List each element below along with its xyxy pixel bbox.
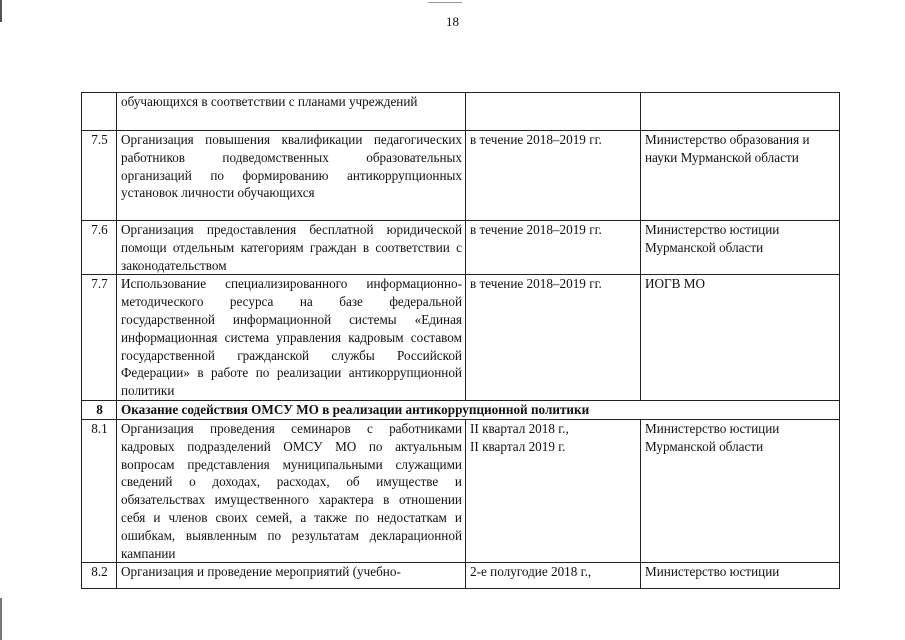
table-row bbox=[82, 275, 840, 401]
period-cell: 2-е полугодие 2018 г., bbox=[466, 563, 641, 589]
row-number bbox=[82, 93, 117, 131]
section-title: Оказание содействия ОМСУ МО в реализации антикоррупционной политики bbox=[117, 400, 840, 419]
period-cell: в течение 2018–2019 гг. bbox=[466, 221, 641, 275]
responsible-cell: Министерство юстиции Мурманской области bbox=[641, 221, 840, 275]
section-number: 8 bbox=[82, 400, 117, 419]
row-number: 7.6 bbox=[82, 221, 117, 275]
activity-cell: Использование специализированного информационно-методического ресурса на базе федеральной государственной информационной системы «Единая информационная система управления кадровым составом государственной гражданской службы Российской Федерации» в работе по реализации антикоррупционной политики bbox=[117, 275, 466, 401]
activity-cell: Организация повышения квалификации педагогических работников подведомственных образовательных организаций по формированию антикоррупционных установок личности обучающихся bbox=[117, 131, 466, 221]
scan-edge-mark bbox=[0, 598, 2, 640]
period-line: II квартал 2018 г., bbox=[470, 420, 569, 436]
period-cell: в течение 2018–2019 гг. bbox=[466, 275, 641, 401]
activity-cell: Организация предоставления бесплатной юридической помощи отдельным категориям граждан в соответствии с законодательством bbox=[117, 221, 466, 275]
table-row bbox=[82, 93, 840, 131]
responsible-cell: Министерство образования и науки Мурманской области bbox=[641, 131, 840, 221]
scan-artifact bbox=[428, 2, 462, 3]
activity-cell: Организация проведения семинаров с работниками кадровых подразделений ОМСУ МО по актуальным вопросам представления муниципальными служащими сведений о доходах, расходах, об имуществе и обязательствах имущественного характера в отношении себя и членов своих семей, а также по недостаткам и ошибкам, выявленным по результатам декларационной кампании bbox=[117, 419, 466, 562]
table-row bbox=[82, 419, 840, 562]
row-number: 7.7 bbox=[82, 275, 117, 401]
row-number: 8.2 bbox=[82, 563, 117, 589]
action-plan-table bbox=[81, 92, 840, 589]
responsible-cell: Министерство юстиции Мурманской области bbox=[641, 419, 840, 562]
table-row bbox=[82, 221, 840, 275]
table-row bbox=[82, 563, 840, 589]
responsible-cell: Министерство юстиции bbox=[641, 563, 840, 589]
table-row bbox=[82, 131, 840, 221]
period-cell: в течение 2018–2019 гг. bbox=[466, 131, 641, 221]
period-cell bbox=[466, 419, 641, 562]
activity-cell: Организация и проведение мероприятий (учебно- bbox=[117, 563, 466, 589]
responsible-cell: ИОГВ МО bbox=[641, 275, 840, 401]
responsible-cell bbox=[641, 93, 840, 131]
period-cell bbox=[466, 93, 641, 131]
activity-cell: обучающихся в соответствии с планами учреждений bbox=[117, 93, 466, 131]
row-number: 7.5 bbox=[82, 131, 117, 221]
section-header-row bbox=[82, 400, 840, 419]
row-number: 8.1 bbox=[82, 419, 117, 562]
period-line: II квартал 2019 г. bbox=[470, 438, 566, 454]
page-number: 18 bbox=[446, 14, 459, 29]
